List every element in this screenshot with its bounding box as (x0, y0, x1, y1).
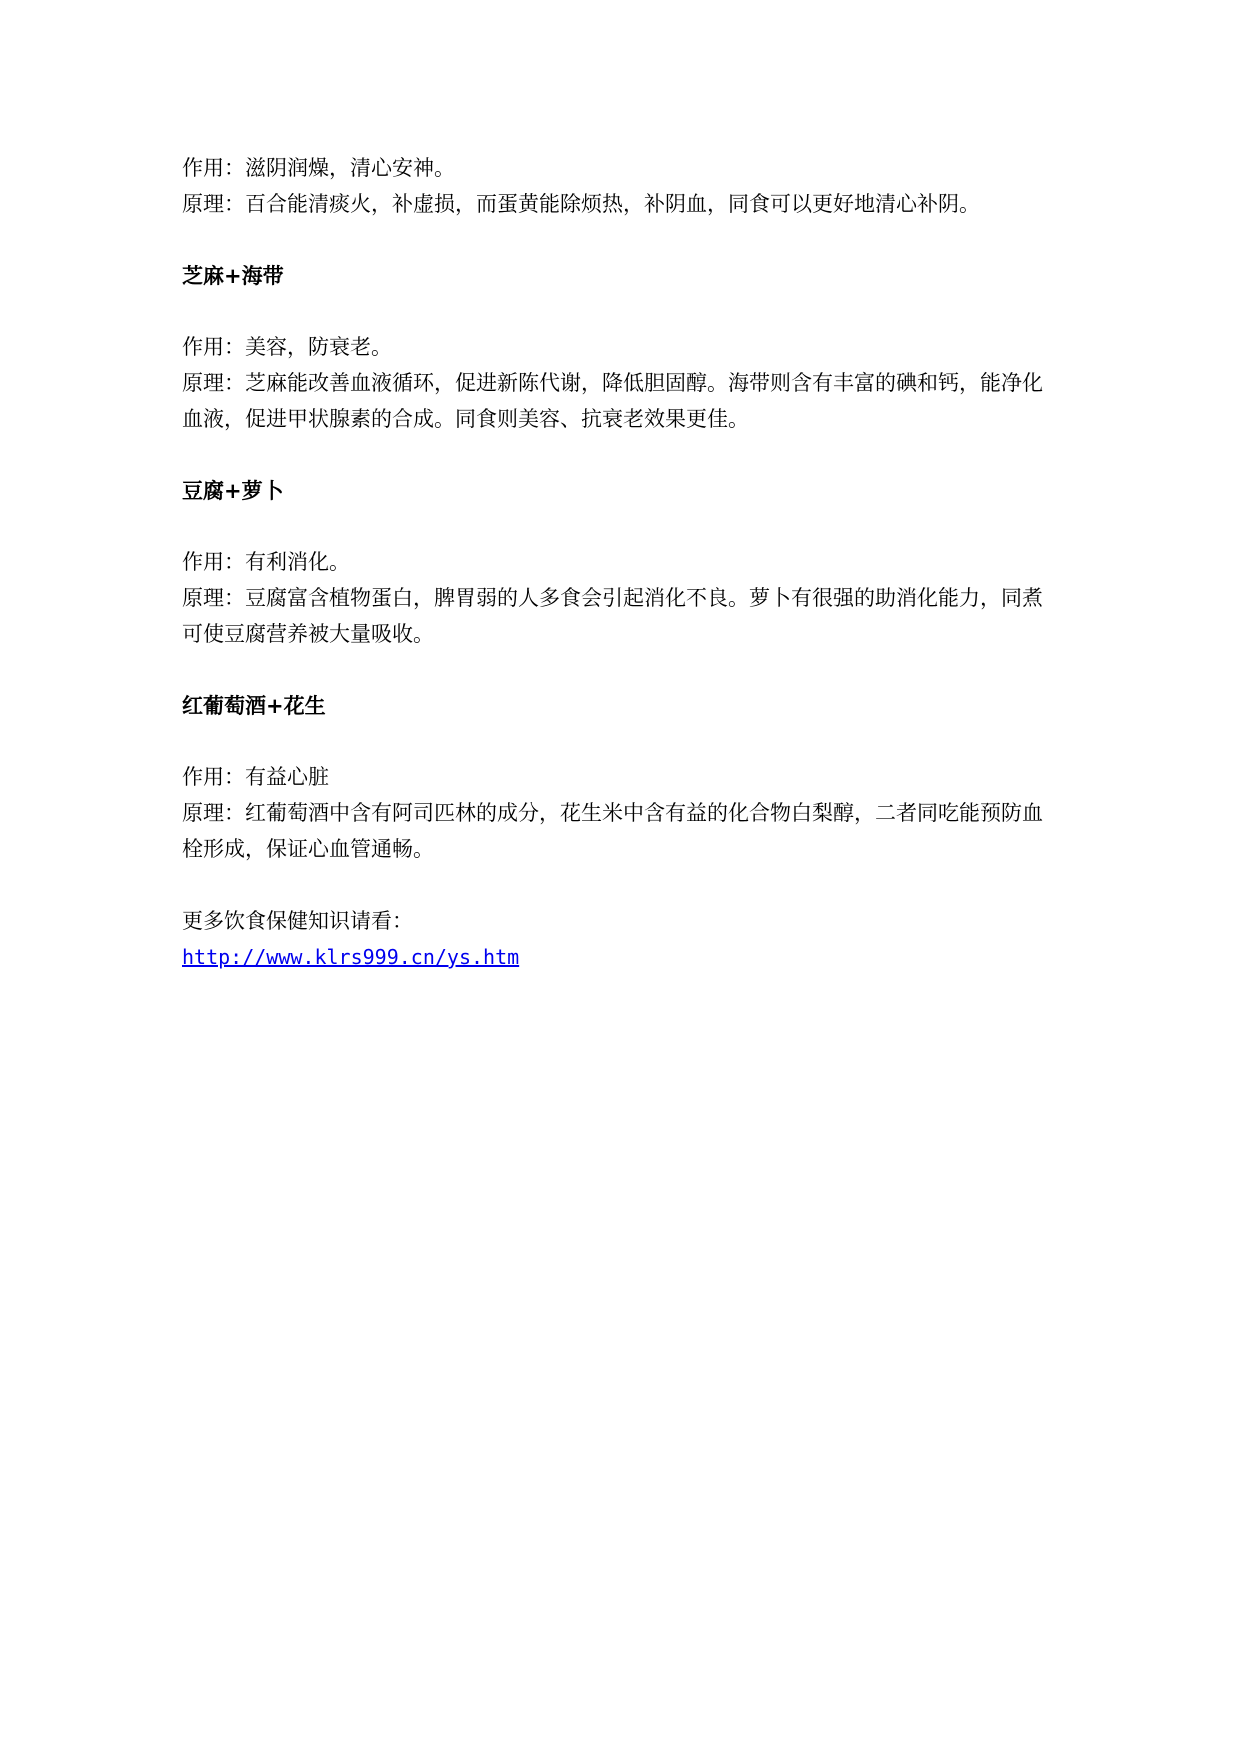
section-heading: 豆腐+萝卜 (182, 479, 284, 503)
section-lily-egg (182, 150, 1062, 222)
section-heading: 芝麻+海带 (182, 264, 284, 288)
effect-text: 作用：美容，防衰老。 (182, 335, 392, 359)
principle-text: 原理：芝麻能改善血液循环，促进新陈代谢，降低胆固醇。海带则含有丰富的碘和钙，能净化血液，促进甲状腺素的合成。同食则美容、抗衰老效果更佳。 (182, 371, 1043, 431)
section-wine-peanut (182, 759, 1062, 867)
effect-text: 作用：有利消化。 (182, 550, 350, 574)
section-heading: 红葡萄酒+花生 (182, 694, 326, 718)
section-sesame-kelp (182, 329, 1062, 437)
effect-text: 作用：滋阴润燥，清心安神。 (182, 156, 455, 180)
principle-text: 原理：豆腐富含植物蛋白，脾胃弱的人多食会引起消化不良。萝卜有很强的助消化能力，同煮可使豆腐营养被大量吸收。 (182, 586, 1043, 646)
footer (182, 903, 1062, 975)
principle-text: 原理：红葡萄酒中含有阿司匹林的成分，花生米中含有益的化合物白梨醇，二者同吃能预防血栓形成，保证心血管通畅。 (182, 801, 1043, 861)
document-body (182, 150, 1062, 975)
principle-text: 原理：百合能清痰火，补虚损，而蛋黄能除烦热，补阴血，同食可以更好地清心补阴。 (182, 192, 980, 216)
section-tofu-radish (182, 544, 1062, 652)
more-info-link[interactable]: http://www.klrs999.cn/ys.htm (182, 945, 520, 969)
effect-text: 作用：有益心脏 (182, 765, 329, 789)
more-info-text: 更多饮食保健知识请看： (182, 909, 413, 933)
